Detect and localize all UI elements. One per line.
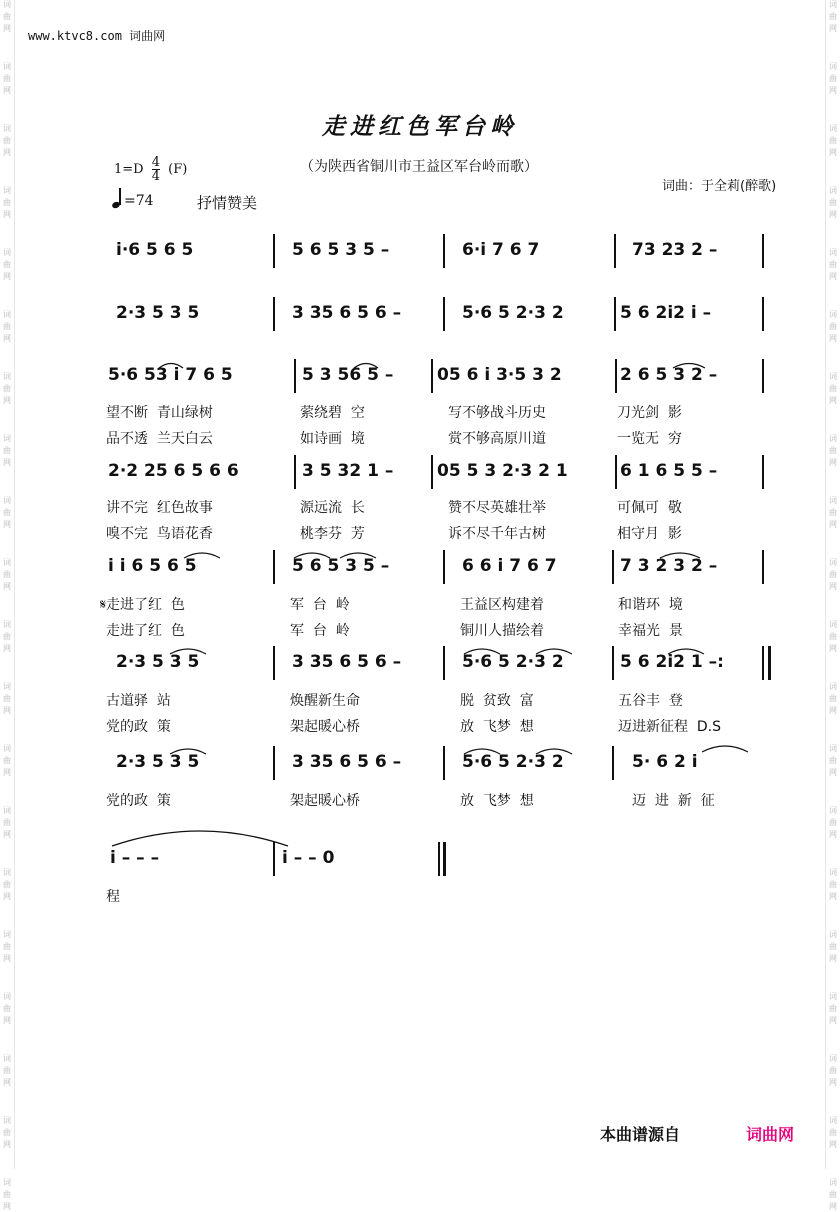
lyric-segment: 程 bbox=[106, 889, 120, 905]
watermark-glyph: 网 bbox=[3, 334, 11, 343]
watermark-glyph: 网 bbox=[3, 86, 11, 95]
watermark-glyph: 曲 bbox=[3, 74, 11, 83]
site-url: www.ktvc8.com 词曲网 bbox=[28, 29, 166, 43]
lyric-segment: 幸福光 景 bbox=[618, 623, 683, 639]
watermark-glyph: 网 bbox=[829, 148, 837, 157]
barline bbox=[762, 646, 764, 680]
time-bottom: 4 bbox=[151, 169, 161, 184]
lyric-segment: 架起暖心桥 bbox=[290, 719, 360, 735]
watermark-glyph: 词 bbox=[3, 992, 11, 1001]
lyric-segment: 一览无 穷 bbox=[617, 431, 682, 447]
watermark-glyph: 词 bbox=[829, 434, 837, 443]
watermark-glyph: 曲 bbox=[829, 1066, 837, 1075]
watermark-glyph: 网 bbox=[829, 272, 837, 281]
measure-2: i – – 0 bbox=[282, 848, 335, 868]
watermark-glyph: 曲 bbox=[3, 1128, 11, 1137]
watermark-glyph: 网 bbox=[829, 954, 837, 963]
watermark-glyph: 词 bbox=[829, 372, 837, 381]
lyric-segment: 军 台 岭 bbox=[290, 597, 350, 613]
lyric-segment: 品不透 兰天白云 bbox=[106, 431, 213, 447]
measure-4: 2 6 5 3 2 – bbox=[620, 365, 718, 385]
barline bbox=[443, 746, 445, 780]
lyric-segment: 王益区构建着 bbox=[460, 597, 544, 613]
barline bbox=[294, 455, 296, 489]
watermark-glyph: 曲 bbox=[3, 942, 11, 951]
watermark-glyph: 曲 bbox=[829, 880, 837, 889]
barline bbox=[612, 646, 614, 680]
watermark-glyph: 网 bbox=[3, 272, 11, 281]
watermark-glyph: 曲 bbox=[829, 446, 837, 455]
measure-2: 3 35 6 5 6 – bbox=[292, 752, 402, 772]
score-line-2 bbox=[0, 303, 840, 343]
watermark-glyph: 网 bbox=[829, 1078, 837, 1087]
watermark-glyph: 曲 bbox=[829, 632, 837, 641]
watermark-glyph: 曲 bbox=[3, 12, 11, 21]
watermark-glyph: 网 bbox=[3, 396, 11, 405]
barline bbox=[431, 359, 433, 393]
watermark-glyph: 网 bbox=[829, 458, 837, 467]
lyric-segment: 𝄋走进了红 色 bbox=[100, 597, 185, 613]
lyric-segment: 党的政 策 bbox=[106, 719, 171, 735]
lyric-line-3-verse-1 bbox=[0, 402, 840, 422]
time-top: 4 bbox=[151, 155, 161, 170]
measure-1: 2·3 5 3 5 bbox=[116, 652, 200, 672]
watermark-glyph: 曲 bbox=[3, 384, 11, 393]
watermark-glyph: 词 bbox=[3, 806, 11, 815]
barline bbox=[615, 359, 617, 393]
lyric-segment: 军 台 岭 bbox=[290, 623, 350, 639]
watermark-glyph: 词 bbox=[3, 434, 11, 443]
lyric-line-4-verse-2 bbox=[0, 523, 840, 543]
watermark-glyph: 网 bbox=[3, 210, 11, 219]
barline bbox=[273, 746, 275, 780]
measure-1: 5·6 53 i 7 6 5 bbox=[108, 365, 233, 385]
watermark-glyph: 词 bbox=[829, 992, 837, 1001]
measure-3: 05 5 3 2·3 2 1 bbox=[437, 461, 568, 481]
watermark-glyph: 网 bbox=[3, 768, 11, 777]
watermark-glyph: 曲 bbox=[829, 694, 837, 703]
watermark-glyph: 网 bbox=[3, 520, 11, 529]
watermark-glyph: 网 bbox=[829, 396, 837, 405]
watermark-glyph: 网 bbox=[3, 458, 11, 467]
watermark-glyph: 曲 bbox=[829, 1128, 837, 1137]
watermark-glyph: 曲 bbox=[829, 12, 837, 21]
lyric-segment: 架起暖心桥 bbox=[290, 793, 360, 809]
barline bbox=[294, 359, 296, 393]
watermark-glyph: 网 bbox=[829, 1140, 837, 1149]
watermark-glyph: 曲 bbox=[3, 1004, 11, 1013]
measure-2: 5 6 5 3 5 – bbox=[292, 556, 390, 576]
watermark-glyph: 词 bbox=[829, 1116, 837, 1125]
watermark-glyph: 词 bbox=[829, 744, 837, 753]
footer-brand-link[interactable]: 词曲网 bbox=[746, 1125, 795, 1144]
measure-4: 7 3 2 3 2 – bbox=[620, 556, 718, 576]
repeat-end-barline bbox=[768, 646, 771, 680]
measure-2: 5 6 5 3 5 – bbox=[292, 240, 390, 260]
watermark-glyph: 网 bbox=[3, 1202, 11, 1211]
watermark-glyph: 词 bbox=[829, 620, 837, 629]
measure-2: 3 5 32 1 – bbox=[302, 461, 394, 481]
watermark-glyph: 曲 bbox=[829, 322, 837, 331]
tempo-value: =74 bbox=[124, 193, 154, 209]
watermark-glyph: 曲 bbox=[3, 880, 11, 889]
measure-2: 3 35 6 5 6 – bbox=[292, 652, 402, 672]
watermark-glyph: 词 bbox=[3, 558, 11, 567]
watermark-glyph: 词 bbox=[829, 558, 837, 567]
lyric-segment: 赞不尽英雄壮举 bbox=[448, 500, 546, 516]
watermark-glyph: 词 bbox=[829, 806, 837, 815]
watermark-glyph: 网 bbox=[3, 24, 11, 33]
watermark-glyph: 网 bbox=[829, 768, 837, 777]
watermark-glyph: 网 bbox=[829, 582, 837, 591]
tie bbox=[110, 824, 290, 848]
watermark-glyph: 词 bbox=[3, 1178, 11, 1187]
measure-1: 2·2 25 6 5 6 6 bbox=[108, 461, 239, 481]
lyric-segment: 五谷丰 登 bbox=[618, 693, 683, 709]
final-barline bbox=[443, 842, 446, 876]
lyric-segment: 相守月 影 bbox=[617, 526, 682, 542]
lyric-segment: 和谐环 境 bbox=[618, 597, 683, 613]
lyric-line-8 bbox=[0, 886, 840, 906]
measure-1: 2·3 5 3 5 bbox=[116, 303, 200, 323]
quarter-note-icon bbox=[112, 188, 122, 208]
lyric-segment: 萦绕碧 空 bbox=[300, 405, 365, 421]
watermark-glyph: 曲 bbox=[3, 136, 11, 145]
lyric-line-5-verse-2 bbox=[0, 620, 840, 640]
watermark-glyph: 曲 bbox=[829, 1190, 837, 1199]
footer-source-text: 本曲谱源自 bbox=[600, 1125, 681, 1144]
watermark-glyph: 曲 bbox=[3, 1190, 11, 1199]
watermark-glyph: 词 bbox=[3, 496, 11, 505]
watermark-glyph: 曲 bbox=[829, 818, 837, 827]
lyric-segment: 放 飞梦 想 bbox=[460, 719, 534, 735]
score-line-8 bbox=[0, 848, 840, 888]
tempo-marking bbox=[112, 188, 154, 209]
watermark-glyph: 网 bbox=[829, 520, 837, 529]
watermark-glyph: 词 bbox=[829, 0, 837, 9]
watermark-glyph: 词 bbox=[829, 1178, 837, 1187]
barline bbox=[762, 550, 764, 584]
watermark-glyph: 曲 bbox=[829, 198, 837, 207]
lyric-line-5-verse-1 bbox=[0, 594, 840, 614]
watermark-glyph: 词 bbox=[3, 682, 11, 691]
watermark-glyph: 网 bbox=[829, 892, 837, 901]
measure-4: 5 6 2i2 1 –: bbox=[620, 652, 724, 672]
barline bbox=[762, 234, 764, 268]
watermark-glyph: 词 bbox=[3, 0, 11, 9]
lyric-segment: 讲不完 红色故事 bbox=[106, 500, 213, 516]
lyric-line-6-verse-1 bbox=[0, 690, 840, 710]
watermark-glyph: 网 bbox=[829, 830, 837, 839]
measure-4: 73 23 2 – bbox=[632, 240, 718, 260]
lyric-segment: 党的政 策 bbox=[106, 793, 171, 809]
barline bbox=[438, 842, 440, 876]
key-prefix: 1=D bbox=[114, 162, 144, 177]
measure-1: i – – – bbox=[110, 848, 160, 868]
lyric-segment: 放 飞梦 想 bbox=[460, 793, 534, 809]
time-signature bbox=[152, 156, 160, 183]
lyric-line-7 bbox=[0, 790, 840, 810]
barline bbox=[762, 297, 764, 331]
barline bbox=[443, 550, 445, 584]
watermark-glyph: 网 bbox=[3, 892, 11, 901]
watermark-glyph: 词 bbox=[3, 744, 11, 753]
watermark-glyph: 网 bbox=[829, 86, 837, 95]
watermark-glyph: 网 bbox=[829, 210, 837, 219]
watermark-glyph: 网 bbox=[829, 1202, 837, 1211]
watermark-glyph: 词 bbox=[829, 682, 837, 691]
watermark-glyph: 曲 bbox=[829, 384, 837, 393]
barline bbox=[443, 646, 445, 680]
watermark-glyph: 词 bbox=[829, 930, 837, 939]
score-line-5 bbox=[0, 556, 840, 596]
measure-4: 6 1 6 5 5 – bbox=[620, 461, 718, 481]
score-line-4 bbox=[0, 461, 840, 501]
watermark-glyph: 词 bbox=[3, 186, 11, 195]
watermark-glyph: 词 bbox=[829, 186, 837, 195]
watermark-glyph: 网 bbox=[3, 644, 11, 653]
score-line-3 bbox=[0, 365, 840, 405]
watermark-glyph: 网 bbox=[3, 706, 11, 715]
watermark-glyph: 词 bbox=[3, 1116, 11, 1125]
watermark-glyph: 曲 bbox=[829, 570, 837, 579]
lyric-segment: 焕醒新生命 bbox=[290, 693, 360, 709]
measure-1: 2·3 5 3 5 bbox=[116, 752, 200, 772]
watermark-glyph: 曲 bbox=[3, 508, 11, 517]
watermark-glyph: 曲 bbox=[3, 570, 11, 579]
barline bbox=[612, 746, 614, 780]
watermark-glyph: 网 bbox=[829, 24, 837, 33]
key-suffix: (F) bbox=[168, 162, 188, 177]
lyric-line-4-verse-1 bbox=[0, 497, 840, 517]
lyric-segment: 赏不够高原川道 bbox=[448, 431, 546, 447]
watermark-glyph: 词 bbox=[3, 62, 11, 71]
key-signature bbox=[114, 156, 187, 183]
lyric-segment: 古道驿 站 bbox=[106, 693, 171, 709]
watermark-glyph: 网 bbox=[3, 830, 11, 839]
barline bbox=[614, 234, 616, 268]
lyric-segment: 望不断 青山绿树 bbox=[106, 405, 213, 421]
barline bbox=[615, 455, 617, 489]
barline bbox=[431, 455, 433, 489]
watermark-glyph: 曲 bbox=[829, 756, 837, 765]
watermark-glyph: 词 bbox=[829, 124, 837, 133]
watermark-glyph: 曲 bbox=[829, 74, 837, 83]
barline bbox=[762, 455, 764, 489]
lyric-segment: 铜川人描绘着 bbox=[460, 623, 544, 639]
watermark-glyph: 网 bbox=[829, 334, 837, 343]
measure-3: 05 6 i 3·5 3 2 bbox=[437, 365, 562, 385]
lyric-segment: 脱 贫致 富 bbox=[460, 693, 534, 709]
measure-3: 5·6 5 2·3 2 bbox=[462, 652, 564, 672]
watermark-glyph: 网 bbox=[3, 1078, 11, 1087]
barline bbox=[443, 297, 445, 331]
measure-3: 5·6 5 2·3 2 bbox=[462, 752, 564, 772]
watermark-glyph: 词 bbox=[829, 62, 837, 71]
watermark-glyph: 网 bbox=[3, 1140, 11, 1149]
barline bbox=[273, 234, 275, 268]
watermark-glyph: 词 bbox=[3, 868, 11, 877]
watermark-glyph: 曲 bbox=[829, 942, 837, 951]
watermark-glyph: 曲 bbox=[3, 632, 11, 641]
score-line-1 bbox=[0, 240, 840, 280]
barline bbox=[273, 646, 275, 680]
watermark-glyph: 词 bbox=[3, 124, 11, 133]
watermark-glyph: 词 bbox=[829, 248, 837, 257]
watermark-glyph: 网 bbox=[829, 1016, 837, 1025]
lyric-segment: 写不够战斗历史 bbox=[448, 405, 546, 421]
song-credit: 词曲：于全莉(醉歌) bbox=[662, 179, 777, 194]
lyric-segment: 可佩可 敬 bbox=[617, 500, 682, 516]
lyric-line-3-verse-2 bbox=[0, 428, 840, 448]
barline bbox=[614, 297, 616, 331]
measure-1: i i 6 5 6 5 bbox=[108, 556, 197, 576]
watermark-glyph: 词 bbox=[829, 1054, 837, 1063]
mood-marking: 抒情赞美 bbox=[197, 194, 258, 212]
measure-2: 5 3 56 5 – bbox=[302, 365, 394, 385]
lyric-line-6-verse-2 bbox=[0, 716, 840, 736]
measure-3: 6 6 i 7 6 7 bbox=[462, 556, 557, 576]
watermark-glyph: 曲 bbox=[829, 1004, 837, 1013]
watermark-glyph: 词 bbox=[3, 1054, 11, 1063]
watermark-glyph: 曲 bbox=[829, 136, 837, 145]
song-title: 走进红色军台岭 bbox=[322, 113, 518, 140]
watermark-glyph: 曲 bbox=[3, 198, 11, 207]
watermark-glyph: 网 bbox=[3, 1016, 11, 1025]
measure-3: 6·i 7 6 7 bbox=[462, 240, 540, 260]
measure-3: 5·6 5 2·3 2 bbox=[462, 303, 564, 323]
watermark-glyph: 词 bbox=[3, 248, 11, 257]
lyric-segment: 桃李芬 芳 bbox=[300, 526, 365, 542]
barline bbox=[273, 297, 275, 331]
score-line-7 bbox=[0, 752, 840, 792]
watermark-glyph: 网 bbox=[3, 582, 11, 591]
lyric-segment: 嗅不完 鸟语花香 bbox=[106, 526, 213, 542]
measure-4: 5· 6 2 i bbox=[632, 752, 698, 772]
watermark-glyph: 曲 bbox=[829, 508, 837, 517]
watermark-glyph: 词 bbox=[829, 868, 837, 877]
lyric-segment: 诉不尽千年古树 bbox=[448, 526, 546, 542]
watermark-glyph: 曲 bbox=[3, 756, 11, 765]
watermark-glyph: 词 bbox=[3, 310, 11, 319]
watermark-glyph: 网 bbox=[3, 954, 11, 963]
watermark-glyph: 词 bbox=[829, 310, 837, 319]
watermark-glyph: 曲 bbox=[3, 322, 11, 331]
watermark-glyph: 网 bbox=[3, 148, 11, 157]
watermark-glyph: 曲 bbox=[3, 446, 11, 455]
watermark-glyph: 曲 bbox=[829, 260, 837, 269]
measure-4: 5 6 2i2 i – bbox=[620, 303, 712, 323]
lyric-segment: 刀光剑 影 bbox=[617, 405, 682, 421]
watermark-glyph: 曲 bbox=[3, 1066, 11, 1075]
watermark-glyph: 曲 bbox=[3, 818, 11, 827]
watermark-glyph: 词 bbox=[3, 930, 11, 939]
watermark-glyph: 曲 bbox=[3, 260, 11, 269]
barline bbox=[443, 234, 445, 268]
score-line-6 bbox=[0, 652, 840, 692]
lyric-segment: 迈 进 新 征 bbox=[632, 793, 715, 809]
barline bbox=[762, 359, 764, 393]
watermark-glyph: 曲 bbox=[3, 694, 11, 703]
lyric-segment: 迈进新征程 D.S bbox=[618, 719, 722, 735]
watermark-glyph: 词 bbox=[3, 372, 11, 381]
lyric-segment: 源远流 长 bbox=[300, 500, 365, 516]
watermark-glyph: 网 bbox=[829, 644, 837, 653]
measure-1: i·6 5 6 5 bbox=[116, 240, 194, 260]
barline bbox=[273, 842, 275, 876]
watermark-glyph: 词 bbox=[3, 620, 11, 629]
watermark-glyph: 网 bbox=[829, 706, 837, 715]
song-subtitle: （为陕西省铜川市王益区军台岭而歌） bbox=[300, 159, 538, 175]
barline bbox=[273, 550, 275, 584]
measure-2: 3 35 6 5 6 – bbox=[292, 303, 402, 323]
lyric-segment: 走进了红 色 bbox=[106, 623, 185, 639]
lyric-segment: 如诗画 境 bbox=[300, 431, 365, 447]
watermark-glyph: 词 bbox=[829, 496, 837, 505]
slur bbox=[700, 740, 750, 753]
barline bbox=[612, 550, 614, 584]
